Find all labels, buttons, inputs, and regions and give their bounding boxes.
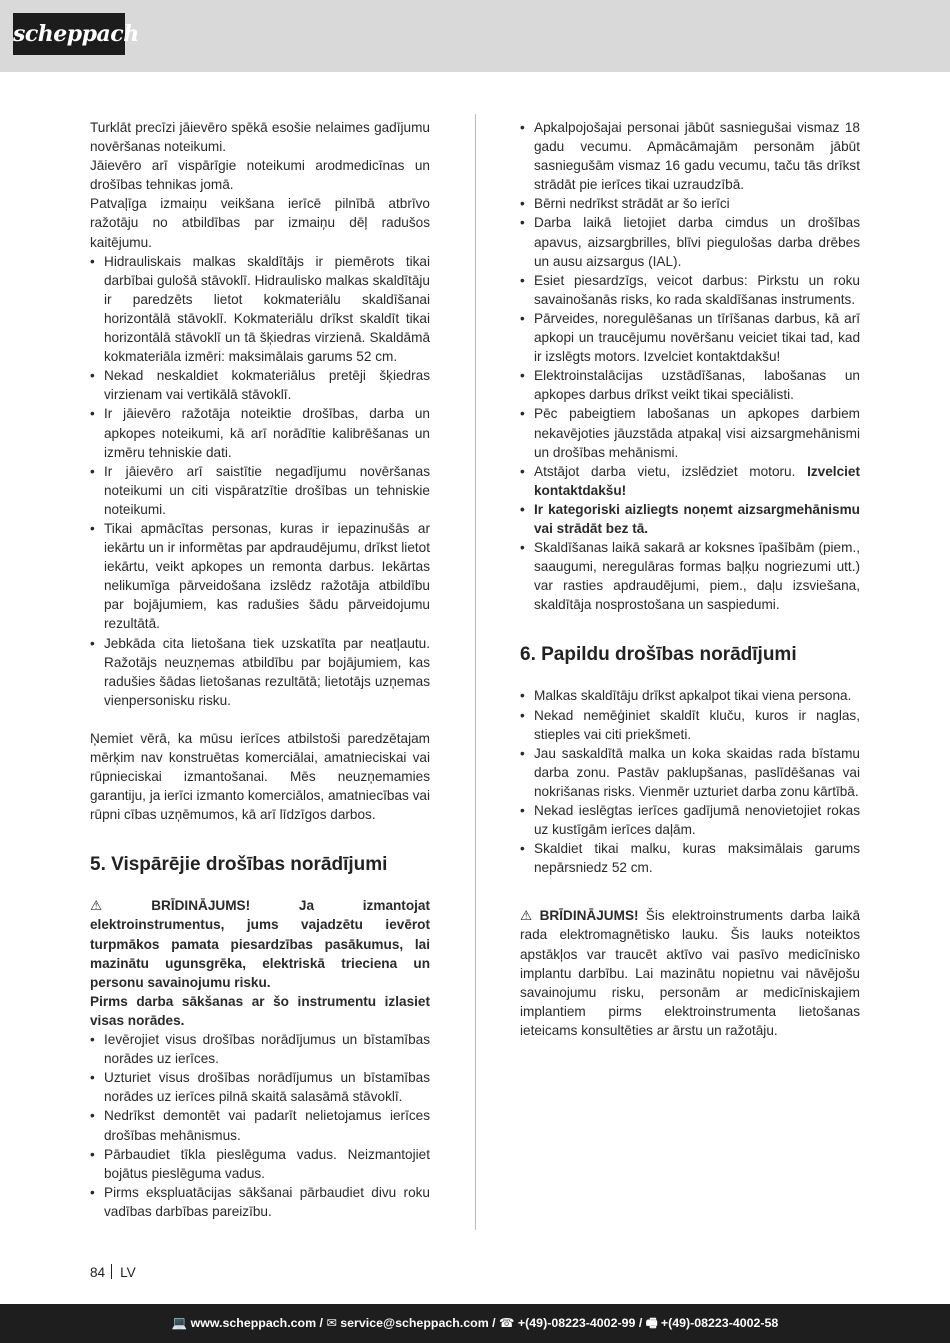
list-item: • Pārveides, noregulēšanas un tīrīšanas darbus, kā arī apkopi un traucējumu novēršanu veiciet tikai tad, kad ir izslēgts motors. Izvelciet kontaktdakšu! xyxy=(520,309,860,366)
list-item: • Pēc pabeigtiem labošanas un apkopes darbiem nekavējoties jāuzstāda atpakaļ visi aizsargmehānismi un drošības mehānismi. xyxy=(520,404,860,461)
intro-paragraph: Turklāt precīzi jāievēro spēkā esošie nelaimes gadījumu novēršanas noteikumi. xyxy=(90,120,430,155)
list-item: • Darba laikā lietojiet darba cimdus un drošības apavus, aizsargbrilles, blīvi piegulošas darba drēbes un ausu aizsargus (IAL). xyxy=(520,213,860,270)
general-safety-list xyxy=(90,1030,430,1221)
warning-paragraph xyxy=(90,896,430,991)
list-item: • Skaldiet tikai malku, kuras maksimālais garums nepārsniedz 52 cm. xyxy=(520,839,860,877)
section-6-title: 6. Papildu drošības norādījumi xyxy=(520,644,797,666)
warning-label: BRĪDINĀJUMS! xyxy=(539,908,639,924)
section-5-title: 5. Vispārējie drošības norādījumi xyxy=(90,854,388,876)
language-code: LV xyxy=(120,1265,136,1280)
additional-safety-list xyxy=(520,686,860,877)
list-item: • Ir jāievēro ražotāja noteiktie drošības, darba un apkopes noteikumi, kā arī norādītie kalibrēšanas un izmēru tehniskie dati. xyxy=(90,404,430,461)
list-item: • Ir kategoriski aizliegts noņemt aizsargmehānismu vai strādāt bez tā. xyxy=(520,500,860,538)
warning-triangle-icon: ⚠ xyxy=(520,908,536,924)
warning-text: BRĪDINĀJUMS! Ja izmantojat elektroinstrumentus, jums vajadzētu ievērot turpmākos pamata piesardzības pasākumus, lai mazinātu ugunsgrēka, elektriskā trieciena un personu savainojumu risku. xyxy=(90,898,431,990)
list-item: • Skaldīšanas laikā sakarā ar koksnes īpašībām (piem., saaugumi, neregulāras formas baļķu nogriezumi utt.) var rasties apdraudējumi, piem., daļu izsviešana, skaldītāja nosprostošana un saspiedumi. xyxy=(520,538,860,614)
warning-triangle-icon: ⚠ xyxy=(90,898,148,914)
brand-logo: scheppach xyxy=(13,13,125,55)
page-footer xyxy=(90,1264,136,1280)
read-instructions-note: Pirms darba sākšanas ar šo instrumentu izlasiet visas norādes. xyxy=(90,993,430,1028)
column-divider xyxy=(475,114,476,1230)
operator-safety-list xyxy=(520,118,860,614)
unplug-text: Izvelciet kontaktdakšu! xyxy=(534,463,860,498)
left-column xyxy=(90,118,430,1221)
emf-warning-paragraph xyxy=(520,906,860,1040)
list-item: • Ievērojiet visus drošības norādījumus un bīstamības norādes uz ierīces. xyxy=(90,1030,430,1068)
usage-list xyxy=(90,252,430,710)
intro-paragraph: Patvaļīga izmaiņu veikšana ierīcē pilnībā atbrīvo ražotāju no atbildības par izmaiņu dēļ radušos kaitējumu. xyxy=(90,196,430,250)
list-item: • Jebkāda cita lietošana tiek uzskatīta par neatļautu. Ražotājs neuzņemas atbildību par bojājumiem, kas radušies šādas lietošanas rezultātā; lietotājs uzņemas vienpersonisku risku. xyxy=(90,634,430,710)
page-number: 84 xyxy=(90,1265,106,1280)
list-item: • Apkalpojošajai personai jābūt sasniegušai vismaz 18 gadu vecumu. Apmācāmajām personām jābūt sasniegušām vismaz 16 gadu vecumu, taču tās drīkst strādāt pie ierīces tikai uzraudzībā. xyxy=(520,118,860,194)
list-item xyxy=(520,462,860,500)
list-item: • Nekad ieslēgtas ierīces gadījumā nenovietojiet rokas uz kustīgām ierīces daļām. xyxy=(520,801,860,839)
list-item: • Nekad nemēģiniet skaldīt kluču, kuros ir naglas, stieples vai citi priekšmeti. xyxy=(520,706,860,744)
list-item: • Jau saskaldītā malka un koka skaidas rada bīstamu darba zonu. Pastāv paklupšanas, paslīdēšanas vai nokrišanas risks. Vienmēr uzturiet darba zonu kārtībā. xyxy=(520,744,860,801)
list-item: • Bērni nedrīkst strādāt ar šo ierīci xyxy=(520,194,860,213)
right-column xyxy=(520,118,860,1040)
list-item: • Pārbaudiet tīkla pieslēguma vadus. Neizmantojiet bojātus pieslēguma vadus. xyxy=(90,1145,430,1183)
commercial-use-note: Ņemiet vērā, ka mūsu ierīces atbilstoši paredzētajam mērķim nav konstruētas komerciālai, amatnieciskai vai rūpnieciskai izmantošanai. Mēs neuzņemamies garantiju, ja ierīci izmanto komerciālos, amatniecības vai rūpni cības uzņēmumos, kā arī līdzīgos darbos. xyxy=(90,730,430,823)
intro-paragraph: Jāievēro arī vispārīgie noteikumi arodmedicīnas un drošības tehnikas jomā. xyxy=(90,158,430,193)
list-item: • Elektroinstalācijas uzstādīšanas, labošanas un apkopes darbus drīkst veikt tikai speciālisti. xyxy=(520,366,860,404)
list-item: • Ir jāievēro arī saistītie negadījumu novēršanas noteikumi un citi vispāratzītie drošības un tehniskie noteikumi. xyxy=(90,462,430,519)
leave-workplace-text: Atstājot darba vietu, izslēdziet motoru. xyxy=(534,463,796,479)
contact-info: 💻 www.scheppach.com / ✉ service@scheppach.com / ☎ +(49)-08223-4002-99 / 🖷 +(49)-08223-4002-58 xyxy=(171,1316,779,1330)
list-item: • Pirms ekspluatācijas sākšanai pārbaudiet divu roku vadības darbības pareizību. xyxy=(90,1183,430,1221)
list-item: • Uzturiet visus drošības norādījumus un bīstamības norādes uz ierīces pilnā skaitā salasāmā stāvoklī. xyxy=(90,1068,430,1106)
list-item: • Esiet piesardzīgs, veicot darbus: Pirkstu un roku savainošanās risks, ko rada skaldīšanas instruments. xyxy=(520,271,860,309)
list-item: • Nedrīkst demontēt vai padarīt nelietojamus ierīces drošības mehānismus. xyxy=(90,1106,430,1144)
list-item: • Tikai apmācītas personas, kuras ir iepazinušās ar iekārtu un ir informētas par apdraudējumu, drīkst lietot iekārtu, veikt apkopes un remonta darbus. Iekārtas nelikumīga pārveidošana izslēdz ražotāja atbildību par bojājumiem, kas radušies šādu pārveidojumu rezultātā. xyxy=(90,519,430,634)
list-item: • Nekad neskaldiet kokmateriālus pretēji šķiedras virzienam vai vertikālā stāvoklī. xyxy=(90,366,430,404)
warning-text: Šis elektroinstruments darba laikā rada elektromagnētisko lauku. Šis lauks noteiktos apstākļos var traucēt aktīvo vai pasīvo medicīnisko implantu darbību. Lai mazinātu nopietnu vai nāvējošu savainojumu risku, personām ar medicīniskajiem implantiem pirms elektroinstrumenta lietošanas ieteicams konsultēties ar ārstu un ražotāju. xyxy=(520,908,861,1038)
header-band xyxy=(0,0,950,72)
contact-bar xyxy=(0,1304,950,1343)
list-item: • Hidrauliskais malkas skaldītājs ir piemērots tikai darbībai gulošā stāvoklī. Hidraulisko malkas skaldītāju ir paredzēts lietot kokmateriālu skaldīšanai horizontālā stāvoklī. Kokmateriālu drīkst skaldīt tikai horizontālā stāvoklī un tā šķiedras virzienā. Skaldāmā kokmateriāla izmēri: maksimālais garums 52 cm. xyxy=(90,252,430,367)
list-item: • Malkas skaldītāju drīkst apkalpot tikai viena persona. xyxy=(520,686,860,705)
